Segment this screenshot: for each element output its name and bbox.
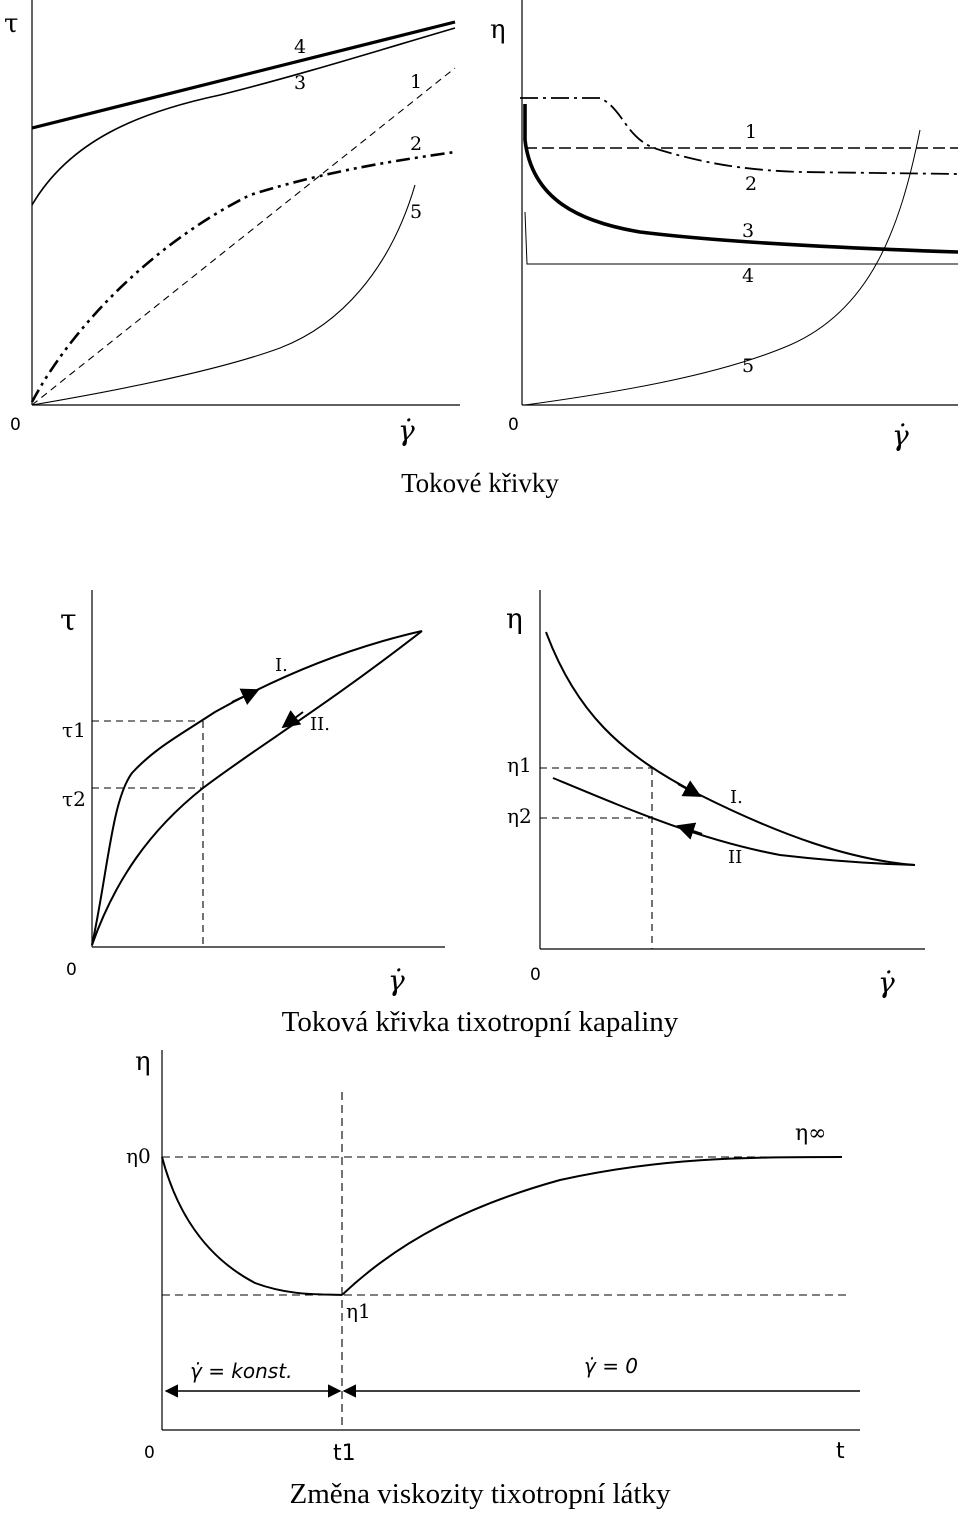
panel-hysteresis-tau <box>92 590 445 947</box>
caption-flow-curves: Tokové křivky <box>401 468 559 498</box>
curve-1 <box>32 68 455 405</box>
axis-label-tau: τ <box>4 9 19 39</box>
level-label-tau2: τ2 <box>62 787 86 811</box>
panel-hysteresis-eta-labels <box>506 602 895 999</box>
curve-3 <box>32 28 455 205</box>
curve-label: 2 <box>745 173 758 195</box>
curve-label: 1 <box>410 71 423 93</box>
panel-hysteresis-eta <box>540 590 925 949</box>
caption-viscosity-change: Změna viskozity tixotropní látky <box>289 1478 671 1510</box>
panel-hysteresis-tau-labels <box>60 603 405 997</box>
curve-5 <box>525 130 920 405</box>
label-eta0: η0 <box>126 1144 151 1168</box>
level-label-eta2: η2 <box>507 804 532 828</box>
origin-label: 0 <box>144 1443 155 1463</box>
branch-label-2: II. <box>310 714 330 735</box>
label-eta-inf: η∞ <box>795 1121 827 1146</box>
curve-recovery <box>342 1157 842 1295</box>
axis-label-tau: τ <box>60 603 77 638</box>
curve-2 <box>520 98 958 174</box>
axis-label-eta: η <box>506 602 523 635</box>
origin-label: 0 <box>66 960 77 980</box>
curve-4 <box>32 22 455 128</box>
panel-time-labels <box>126 1047 845 1466</box>
axis-label-eta: η <box>490 15 506 45</box>
branch-down-curve <box>546 632 915 865</box>
curve-decay <box>162 1157 342 1295</box>
curve-label: 2 <box>410 133 423 155</box>
axis-label-gamma-dot: γ̇ <box>878 966 895 999</box>
arrow-eta-2 <box>678 826 702 834</box>
axis-label-t: t <box>836 1439 845 1464</box>
panel-tau-gamma <box>32 0 460 405</box>
branch-label-1: I. <box>730 787 743 808</box>
axis-label-gamma-dot: γ̇ <box>892 419 909 452</box>
label-gamma-const: γ̇ = konst. <box>190 1359 293 1383</box>
branch-label-2: II <box>728 847 743 868</box>
curve-label: 3 <box>742 220 755 242</box>
axis-label-eta: η <box>135 1047 151 1077</box>
curve-label: 1 <box>745 121 758 143</box>
level-label-tau1: τ1 <box>62 718 86 742</box>
label-gamma-zero: γ̇ = 0 <box>584 1354 639 1378</box>
curve-label: 5 <box>410 201 423 223</box>
curve-5 <box>32 185 415 405</box>
origin-label: 0 <box>530 965 541 985</box>
origin-label: 0 <box>10 415 21 435</box>
panel-eta-gamma <box>520 0 958 405</box>
axis-label-gamma-dot: γ̇ <box>388 964 405 997</box>
arrow-eta-1 <box>678 784 700 796</box>
curve-label: 4 <box>294 36 307 58</box>
curve-2 <box>32 152 455 402</box>
curve-label: 4 <box>742 265 755 287</box>
origin-label: 0 <box>508 415 519 435</box>
arrow-up <box>232 690 258 702</box>
level-label-eta1: η1 <box>507 753 532 777</box>
curve-label: 5 <box>742 355 755 377</box>
caption-thixotropic-curve: Toková křivka tixotropní kapaliny <box>281 1006 679 1038</box>
panel-eta-gamma-labels <box>490 15 909 452</box>
curve-label: 3 <box>294 72 307 94</box>
label-eta1: η1 <box>346 1299 371 1323</box>
branch-label-1: I. <box>275 655 288 676</box>
axis-label-gamma-dot: γ̇ <box>398 414 415 447</box>
label-t1: t1 <box>333 1441 356 1466</box>
panel-tau-gamma-labels <box>4 9 422 447</box>
